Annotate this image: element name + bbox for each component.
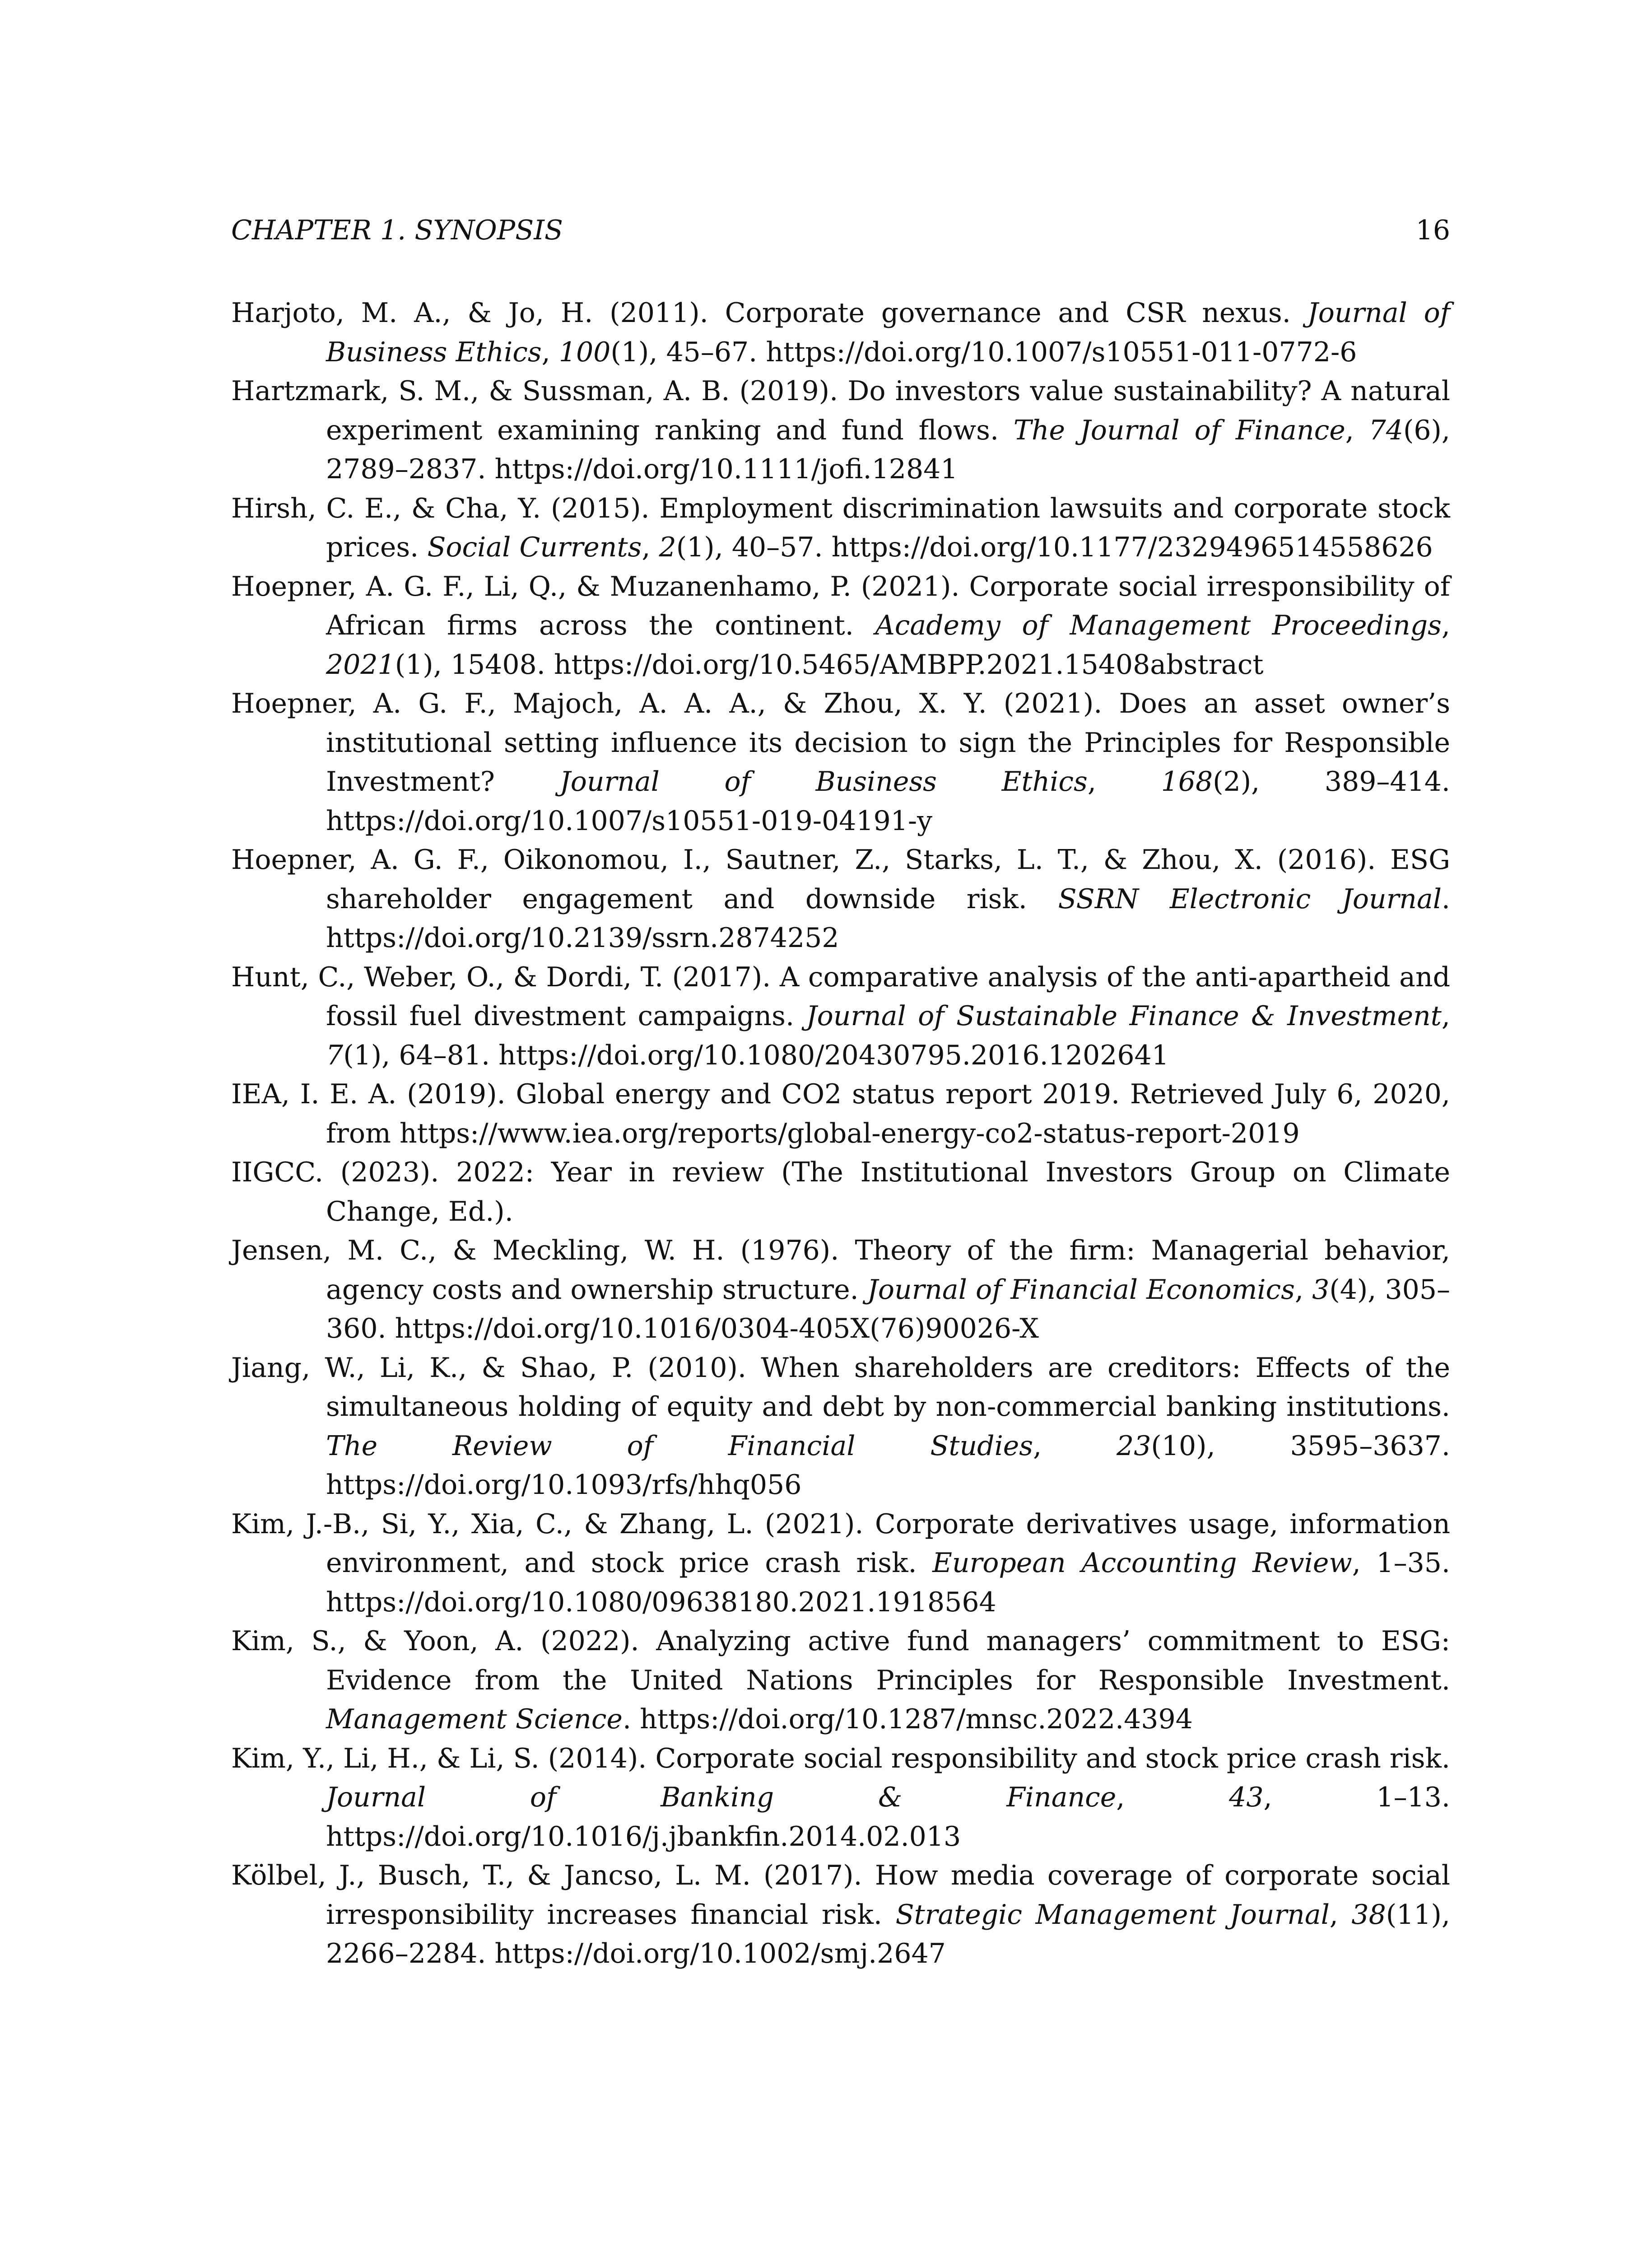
- reference-text: Kölbel, J., Busch, T., & Jancso, L. M. (2017). How media coverage of corporate social irresponsibility increases financial risk.: [231, 1860, 1450, 1931]
- reference-details: (10), 3595–3637. https://doi.org/10.1093/rfs/hhq056: [326, 1430, 1450, 1501]
- reference-separator: ,: [1441, 1000, 1450, 1032]
- reference-source: Academy of Management Proceedings: [875, 610, 1442, 641]
- reference-text: Jiang, W., Li, K., & Shao, P. (2010). When shareholders are creditors: Effects of the simultaneous holding of equity and debt by non-commercial banking institutions.: [231, 1352, 1450, 1423]
- reference-entry: [231, 1075, 1450, 1153]
- reference-text: Hartzmark, S. M., & Sussman, A. B. (2019). Do investors value sustainability? A natural experiment examining ranking and fund flows.: [231, 375, 1450, 446]
- reference-source: European Accounting Review: [932, 1547, 1352, 1579]
- reference-entry: [231, 294, 1450, 372]
- reference-details: (1), 45–67. https://doi.org/10.1007/s10551-011-0772-6: [610, 336, 1357, 368]
- reference-text: Kim, J.-B., Si, Y., Xia, C., & Zhang, L. (2021). Corporate derivatives usage, information environment, and stock price crash risk.: [231, 1508, 1450, 1579]
- running-header: [231, 208, 1450, 253]
- reference-entry: [231, 684, 1450, 840]
- reference-text: Hoepner, A. G. F., Majoch, A. A. A., & Zhou, X. Y. (2021). Does an asset owner’s institutional setting influence its decision to sign the Principles for Responsible Investment?: [231, 688, 1450, 798]
- reference-entry: [231, 958, 1450, 1075]
- reference-source: Journal of Business Ethics: [326, 297, 1450, 368]
- reference-text: Hirsh, C. E., & Cha, Y. (2015). Employment discrimination lawsuits and corporate stock prices.: [231, 492, 1450, 563]
- reference-entry: [231, 1622, 1450, 1739]
- reference-separator: ,: [642, 532, 659, 563]
- reference-details: (1), 15408. https://doi.org/10.5465/AMBPP.2021.15408abstract: [395, 648, 1264, 681]
- reference-volume: 38: [1351, 1899, 1386, 1931]
- reference-entry: [231, 1739, 1450, 1857]
- reference-separator: ,: [1294, 1274, 1312, 1306]
- reference-source: Journal of Banking & Finance: [326, 1782, 1117, 1813]
- reference-text: IEA, I. E. A. (2019). Global energy and CO2 status report 2019. Retrieved July 6, 2020, from https://www.iea.org/reports/global-energy-co2-status-report-2019: [231, 1078, 1450, 1149]
- reference-entry: [231, 1153, 1450, 1231]
- reference-entry: [231, 372, 1450, 489]
- reference-text: Hoepner, A. G. F., Li, Q., & Muzanenhamo, P. (2021). Corporate social irresponsibility of African firms across the continent.: [231, 570, 1450, 641]
- reference-separator: ,: [1116, 1782, 1229, 1813]
- reference-details: , 1–13. https://doi.org/10.1016/j.jbankfin.2014.02.013: [326, 1782, 1450, 1852]
- reference-details: (1), 40–57. https://doi.org/10.1177/2329496514558626: [676, 532, 1433, 563]
- reference-entry: [231, 1856, 1450, 1973]
- reference-details: (6), 2789–2837. https://doi.org/10.1111/jofi.12841: [326, 414, 1450, 485]
- reference-text: Kim, Y., Li, H., & Li, S. (2014). Corporate social responsibility and stock price crash risk.: [231, 1742, 1450, 1774]
- reference-text: Jensen, M. C., & Meckling, W. H. (1976). Theory of the firm: Managerial behavior, agency costs and ownership structure.: [231, 1235, 1450, 1306]
- reference-separator: ,: [541, 336, 559, 368]
- reference-details: (2), 389–414. https://doi.org/10.1007/s10551-019-04191-y: [326, 766, 1451, 837]
- reference-volume: 2021: [326, 648, 395, 681]
- reference-source: Social Currents: [427, 532, 642, 563]
- reference-separator: ,: [1033, 1430, 1117, 1462]
- reference-source: SSRN Electronic Journal: [1058, 883, 1442, 915]
- reference-source: The Review of Financial Studies: [326, 1430, 1033, 1462]
- chapter-title: CHAPTER 1. SYNOPSIS: [231, 215, 563, 246]
- reference-entry: [231, 489, 1450, 567]
- reference-text: Hunt, C., Weber, O., & Dordi, T. (2017). A comparative analysis of the anti-apartheid and fossil fuel divestment campaigns.: [231, 961, 1450, 1032]
- reference-separator: ,: [1329, 1899, 1352, 1931]
- reference-details: . https://doi.org/10.1287/mnsc.2022.4394: [622, 1703, 1193, 1735]
- reference-source: Journal of Sustainable Finance & Investment: [806, 1000, 1442, 1032]
- reference-details: (1), 64–81. https://doi.org/10.1080/20430795.2016.1202641: [343, 1039, 1169, 1071]
- reference-volume: 100: [558, 336, 611, 368]
- reference-entry: [231, 1505, 1450, 1622]
- reference-source: Strategic Management Journal: [895, 1899, 1330, 1931]
- reference-volume: 168: [1161, 766, 1213, 798]
- reference-entry: [231, 1348, 1450, 1505]
- reference-text: Harjoto, M. A., & Jo, H. (2011). Corporate governance and CSR nexus.: [231, 297, 1308, 329]
- reference-text: Hoepner, A. G. F., Oikonomou, I., Sautner, Z., Starks, L. T., & Zhou, X. (2016). ESG shareholder engagement and downside risk.: [231, 844, 1450, 915]
- reference-volume: 2: [659, 532, 676, 563]
- reference-source: The Journal of Finance: [1013, 414, 1345, 446]
- reference-entry: [231, 840, 1450, 958]
- reference-separator: ,: [1345, 414, 1369, 446]
- reference-details: , 1–35. https://doi.org/10.1080/09638180.2021.1918564: [326, 1547, 1450, 1618]
- reference-text: IIGCC. (2023). 2022: Year in review (The Institutional Investors Group on Climate Change, Ed.).: [231, 1157, 1450, 1227]
- reference-list: [231, 294, 1450, 1973]
- reference-details: (11), 2266–2284. https://doi.org/10.1002/smj.2647: [326, 1899, 1450, 1969]
- reference-entry: [231, 1231, 1450, 1348]
- reference-source: Management Science: [326, 1703, 623, 1735]
- reference-volume: 74: [1368, 414, 1403, 446]
- reference-details: . https://doi.org/10.2139/ssrn.2874252: [326, 883, 1450, 954]
- page-number: 16: [1415, 215, 1450, 246]
- reference-volume: 23: [1117, 1430, 1151, 1462]
- reference-text: Kim, S., & Yoon, A. (2022). Analyzing active fund managers’ commitment to ESG: Evidence from the United Nations Principles for Responsible Investment.: [231, 1625, 1450, 1696]
- reference-volume: 43: [1229, 1782, 1264, 1813]
- reference-details: (4), 305–360. https://doi.org/10.1016/0304-405X(76)90026-X: [326, 1274, 1450, 1344]
- reference-volume: 3: [1312, 1274, 1330, 1306]
- reference-entry: [231, 567, 1450, 685]
- reference-separator: ,: [1087, 766, 1161, 798]
- reference-volume: 7: [326, 1039, 344, 1071]
- reference-source: Journal of Business Ethics: [559, 766, 1088, 798]
- reference-source: Journal of Financial Economics: [867, 1274, 1295, 1306]
- reference-separator: ,: [1441, 610, 1450, 641]
